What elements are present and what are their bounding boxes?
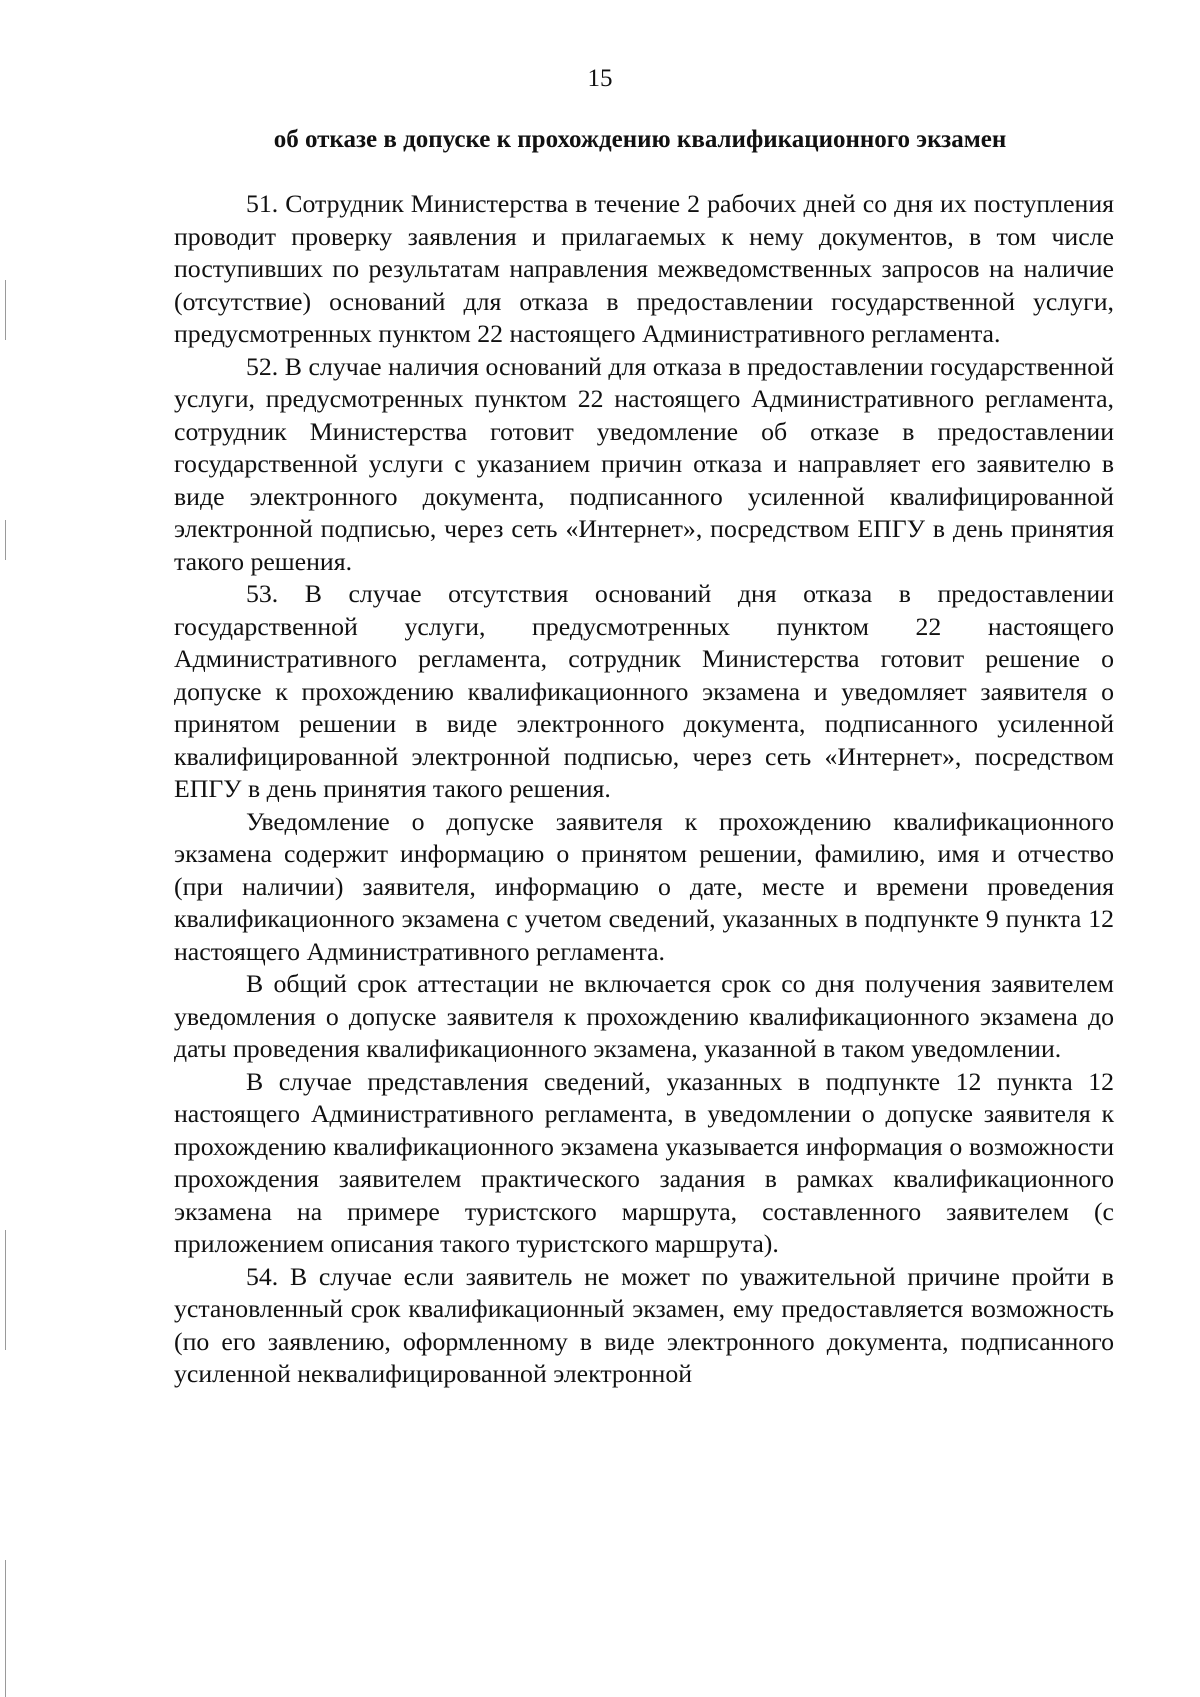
page-number: 15 (587, 65, 613, 92)
paragraph-certification-term: В общий срок аттестации не включается срок со дня получения заявителем уведомления о допуске заявителя к прохождению квалификационного экзамена до даты проведения квалификационного экзамена, указанной в таком уведомлении. (174, 969, 1114, 1063)
scan-edge-mark (5, 280, 6, 340)
paragraph-notification-content: Уведомление о допуске заявителя к прохождению квалификационного экзамена содержит информацию о принятом решении, фамилию, имя и отчество (при наличии) заявителя, информацию о дате, месте и времени проведения квалификационного экзамена с учетом сведений, указанных в подпункте 9 пункта 12 настоящего Административного регламента. (174, 806, 1114, 966)
paragraph-51: 51. Сотрудник Министерства в течение 2 рабочих дней со дня их поступления проводит проверку заявления и прилагаемых к нему документов, в том числе поступивших по результатам направления межведомственных запросов на наличие (отсутствие) оснований для отказа в предоставлении государственной услуги, предусмотренных пунктом 22 настоящего Административного регламента. (174, 189, 1114, 348)
scan-edge-mark (5, 1560, 6, 1697)
scan-edge-mark (5, 1230, 6, 1350)
paragraph-53: 53. В случае отсутствия оснований дня отказа в предоставлении государственной услуги, предусмотренных пунктом 22 настоящего Административного регламента, сотрудник Министерства готовит решение о допуске к прохождению квалификационного экзамена и уведомляет заявителя о принятом решении в виде электронного документа, подписанного усиленной квалифицированной электронной подписью, через сеть «Интернет», посредством ЕПГУ в день принятия такого решения. (174, 579, 1114, 803)
paragraph-practical-task: В случае представления сведений, указанных в подпункте 12 пункта 12 настоящего Административного регламента, в уведомлении о допуске заявителя к прохождению квалификационного экзамена указывается информация о возможности прохождения заявителем практического задания в рамках квалификационного экзамена на примере туристского маршрута, составленного заявителем (с приложением описания такого туристского маршрута). (174, 1066, 1114, 1258)
paragraph-52: 52. В случае наличия оснований для отказа в предоставлении государственной услуги, предусмотренных пунктом 22 настоящего Административного регламента, сотрудник Министерства готовит уведомление об отказе в предоставлении государственной услуги с указанием причин отказа и направляет его заявителю в виде электронного документа, подписанного усиленной квалифицированной электронной подписью, через сеть «Интернет», посредством ЕПГУ в день принятия такого решения. (174, 351, 1114, 576)
section-heading: об отказе в допуске к прохождению квалификационного экзамен (273, 126, 1007, 153)
document-body (174, 188, 1114, 1391)
scan-edge-mark (5, 520, 6, 560)
paragraph-54: 54. В случае если заявитель не может по уважительной причине пройти в установленный срок квалификационный экзамен, ему предоставляется возможность (по его заявлению, оформленному в виде электронного документа, подписанного усиленной неквалифицированной электронной (174, 1261, 1114, 1388)
